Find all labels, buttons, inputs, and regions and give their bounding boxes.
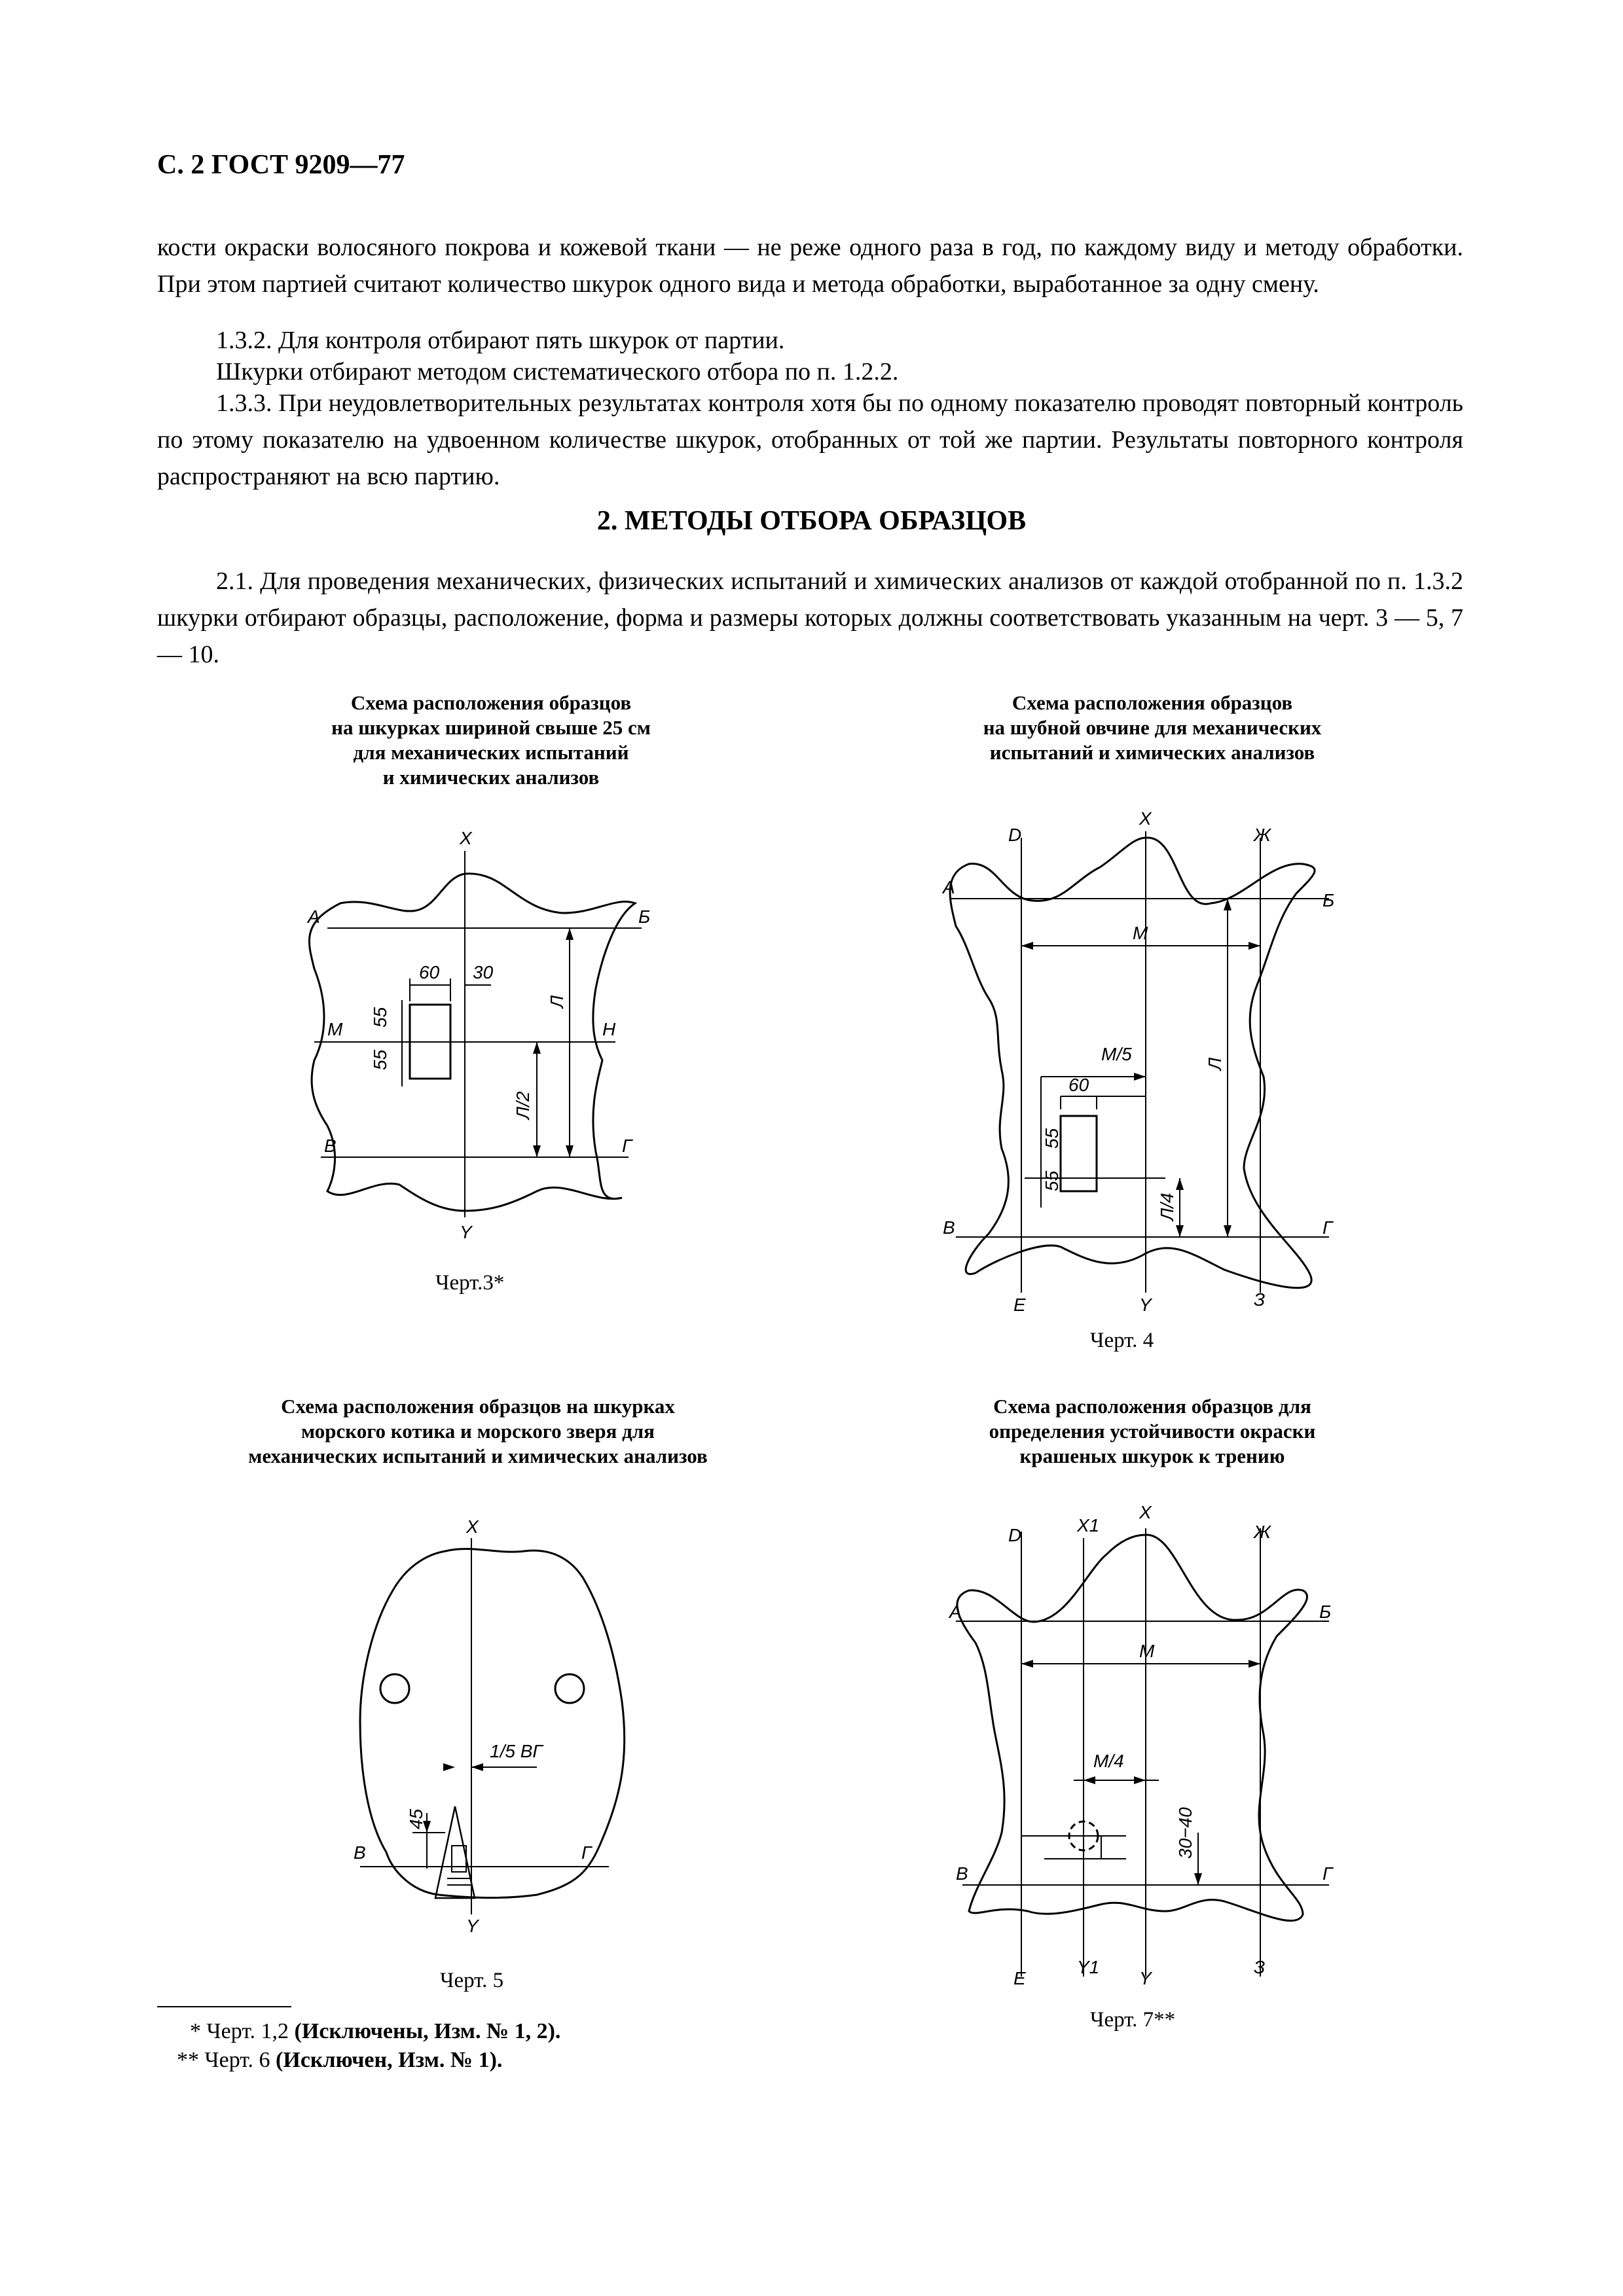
footnote-bold: (Исключен, Изм. № 1). [276,2048,503,2072]
mark-x: X [1139,808,1152,829]
mark-a: А [949,1602,962,1622]
paragraph-1-3-2: 1.3.2. Для контроля отбирают пять шкурок от партии. [216,327,785,354]
mark-x: X [466,1516,479,1537]
dim-60: 60 [419,962,440,982]
paragraph-selection-method: Шкурки отбирают методом систематического отбора по п. 1.2.2. [216,358,899,386]
footnote-2 [177,2046,502,2075]
mark-g: Г [622,1136,632,1156]
caption-line: механических испытаний и химических анализов [248,1444,708,1467]
dim-l: Л [547,995,567,1008]
figure-3-caption [236,691,746,790]
caption-line: на шкурках шириной свыше 25 см [331,716,651,739]
mark-n: Н [602,1019,616,1039]
footnote-text: Черт. 1,2 [206,2019,289,2043]
mark-a: А [943,877,955,897]
footnote-mark: ** [177,2048,199,2072]
caption-line: определения устойчивости окраски [989,1420,1316,1443]
mark-d: D [1008,825,1022,845]
mark-m4: М/4 [1093,1751,1124,1771]
mark-b: Б [1322,890,1335,910]
mark-m: М [1133,923,1148,943]
mark-y: Y [1139,1295,1152,1312]
mark-a: А [308,906,320,927]
figure-4-label: Черт. 4 [1090,1329,1154,1352]
figure-5-drawing [340,1505,642,1950]
mark-b: Б [638,906,651,927]
mark-z: З [1254,1957,1266,1977]
mark-m5: М/5 [1101,1044,1132,1064]
dim-55-top: 55 [1042,1128,1062,1149]
dim-l-quarter: Л/4 [1157,1193,1177,1221]
mark-y: Y [1139,1968,1152,1988]
mark-m: М [327,1019,343,1039]
figure-7-label: Черт. 7** [1090,2008,1176,2032]
mark-e: Е [1013,1295,1026,1312]
mark-x: X [460,828,472,848]
figure-3-label: Черт.3* [435,1271,505,1295]
figure-3-drawing [288,812,655,1244]
figure-7-caption [884,1394,1421,1469]
caption-line: Схема расположения образцов на шкурках [281,1395,675,1418]
mark-x: X [1139,1502,1152,1522]
caption-line: Схема расположения образцов [1012,691,1293,714]
page-header: С. 2 ГОСТ 9209—77 [157,150,405,180]
caption-line: на шубной овчине для механических [983,716,1322,739]
paragraph-1-3-3: 1.3.3. При неудовлетворительных результатах контроля хотя бы по одному показателю проводят повторный контроль по этому показателю на удвоенном количестве шкурок, отобранных от той же партии. Результаты повторного контроля распространяют на всю партию. [157,389,1463,490]
mark-x1: X1 [1077,1515,1100,1535]
footnote-text: Черт. 6 [204,2048,270,2072]
caption-line: морского котика и морского зверя для [301,1420,655,1443]
mark-zh: Ж [1254,825,1271,845]
mark-b: Б [1319,1602,1332,1622]
mark-g: Г [1322,1863,1333,1884]
mark-d: D [1008,1525,1022,1545]
dim-30-40: 30−40 [1175,1807,1195,1859]
caption-line: и химических анализов [382,766,600,789]
footnote-1 [190,2017,560,2046]
figure-4-caption [877,691,1427,765]
mark-e: Е [1013,1968,1026,1988]
mark-y1: Y1 [1077,1957,1100,1977]
dim-vg: 1/5 ВГ [490,1741,543,1761]
footnote-mark: * [190,2019,201,2043]
footnote-separator [157,2006,291,2007]
dim-55-bottom: 55 [370,1049,390,1070]
mark-v: В [324,1136,337,1156]
mark-v: В [956,1863,968,1884]
figure-5-caption [183,1394,773,1469]
caption-line: Схема расположения образцов для [993,1395,1311,1418]
figure-4-drawing [930,802,1349,1312]
caption-line: для механических испытаний [353,741,629,764]
paragraph-2-1: 2.1. Для проведения механических, физических испытаний и химических анализов от каждой отобранной по п. 1.3.2 шкурки отбирают образцы, расположение, форма и размеры которых должны соответствовать указанным на черт. 3 — 5, 7 — 10. [157,567,1463,668]
mark-g: Г [581,1842,592,1863]
dim-55-bottom: 55 [1042,1170,1062,1191]
footnote-bold: (Исключены, Изм. № 1, 2). [294,2019,561,2043]
dim-30: 30 [473,962,494,982]
mark-z: З [1254,1289,1266,1310]
dim-60: 60 [1068,1075,1089,1095]
dim-45: 45 [406,1808,426,1829]
caption-line: крашеных шкурок к трению [1019,1444,1285,1467]
mark-v: В [943,1217,955,1238]
figure-7-drawing [930,1492,1349,1990]
dim-l: Л [1205,1057,1225,1070]
caption-line: испытаний и химических анализов [989,741,1315,764]
mark-v: В [354,1842,366,1863]
mark-m: М [1139,1641,1155,1661]
paragraph-continuation: кости окраски волосяного покрова и кожевой ткани — не реже одного раза в год, по каждому виду и методу обработки. При этом партией считают количество шкурок одного вида и метода обработки, выработанное за одну смену. [157,234,1463,298]
mark-y: Y [466,1916,479,1936]
dim-55-top: 55 [370,1007,390,1028]
caption-line: Схема расположения образцов [350,691,632,714]
dim-l-half: Л/2 [513,1091,533,1119]
mark-g: Г [1322,1217,1333,1238]
mark-zh: Ж [1254,1522,1271,1542]
figure-5-label: Черт. 5 [440,1969,504,1992]
section-title: 2. МЕТОДЫ ОТБОРА ОБРАЗЦОВ [596,506,1027,536]
mark-y: Y [460,1222,472,1242]
